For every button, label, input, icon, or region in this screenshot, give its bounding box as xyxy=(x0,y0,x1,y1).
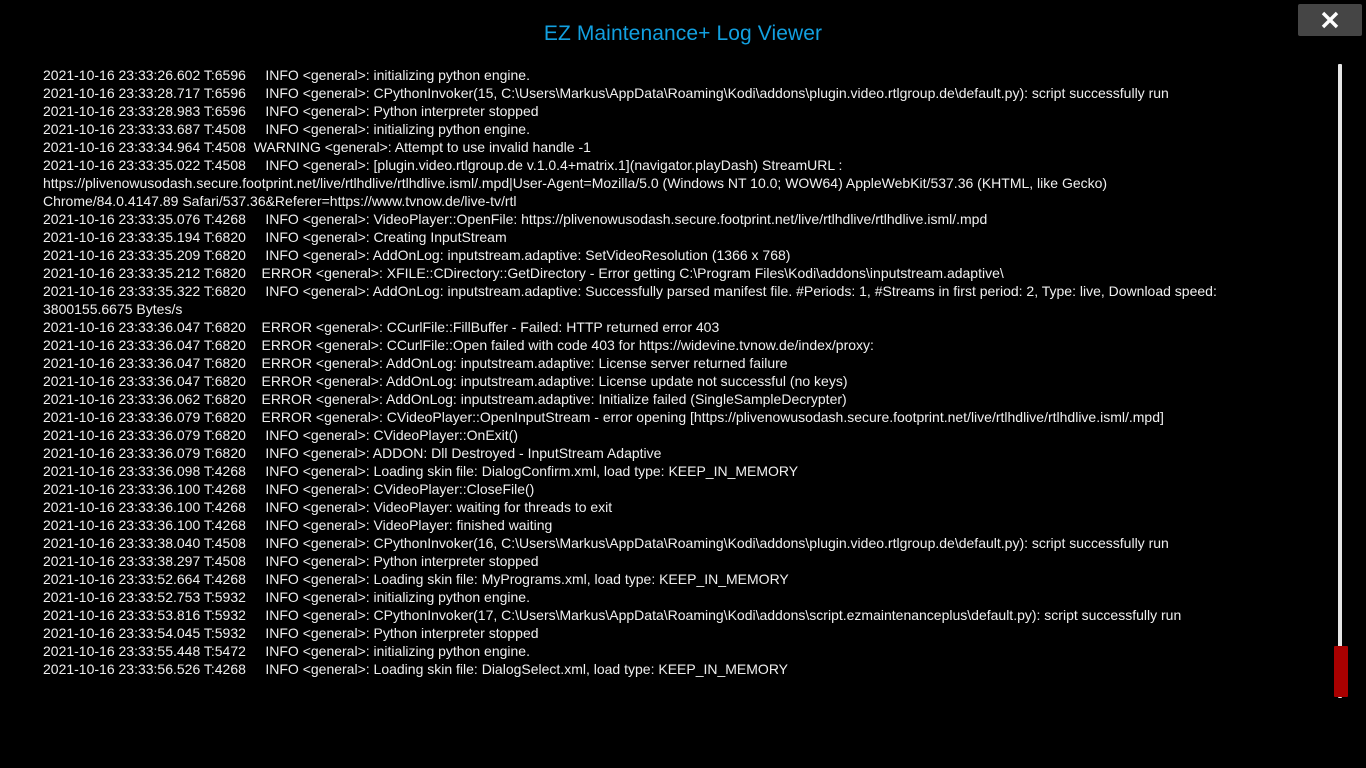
log-line: 2021-10-16 23:33:53.816 T:5932 INFO <general>: CPythonInvoker(17, C:\Users\Markus\AppData\Roaming\Kodi\addons\script.ezmaintenanceplus\default.py): script successfully run xyxy=(43,607,1182,623)
scrollbar-track[interactable] xyxy=(1338,64,1342,698)
log-line: 2021-10-16 23:33:36.047 T:6820 ERROR <general>: CCurlFile::FillBuffer - Failed: HTTP returned error 403 xyxy=(43,319,720,335)
log-line: 2021-10-16 23:33:35.022 T:4508 INFO <general>: [plugin.video.rtlgroup.de v.1.0.4+matrix.1](navigator.playDash) StreamURL : https://plivenowusodash.secure.footprint.net/live/rtlhdlive/rtlhdlive.isml/.mpd|User-Agent=Mozilla/5.0 (Windows NT 10.0; WOW64) AppleWebKit/537.36 (KHTML, like Gecko) Chrome/84.0.4147.89 Safari/537.36&Referer=https://www.tvnow.de/live-tv/rtl xyxy=(43,157,1108,209)
log-line: 2021-10-16 23:33:28.983 T:6596 INFO <general>: Python interpreter stopped xyxy=(43,103,539,119)
log-line: 2021-10-16 23:33:33.687 T:4508 INFO <general>: initializing python engine. xyxy=(43,121,530,137)
log-line: 2021-10-16 23:33:36.098 T:4268 INFO <general>: Loading skin file: DialogConfirm.xml, load type: KEEP_IN_MEMORY xyxy=(43,463,799,479)
log-line: 2021-10-16 23:33:36.079 T:6820 ERROR <general>: CVideoPlayer::OpenInputStream - error opening [https://plivenowusodash.secure.footprint.net/live/rtlhdlive/rtlhdlive.isml/.mpd] xyxy=(43,409,1164,425)
log-line: 2021-10-16 23:33:52.664 T:4268 INFO <general>: Loading skin file: MyPrograms.xml, load type: KEEP_IN_MEMORY xyxy=(43,571,789,587)
dialog-title: EZ Maintenance+ Log Viewer xyxy=(543,22,823,45)
log-line: 2021-10-16 23:33:38.297 T:4508 INFO <general>: Python interpreter stopped xyxy=(43,553,539,569)
log-line: 2021-10-16 23:33:54.045 T:5932 INFO <general>: Python interpreter stopped xyxy=(43,625,539,641)
log-line: 2021-10-16 23:33:35.209 T:6820 INFO <general>: AddOnLog: inputstream.adaptive: SetVideoResolution (1366 x 768) xyxy=(43,247,791,263)
log-line: 2021-10-16 23:33:28.717 T:6596 INFO <general>: CPythonInvoker(15, C:\Users\Markus\AppData\Roaming\Kodi\addons\plugin.video.rtlgroup.de\default.py): script successfully run xyxy=(43,85,1169,101)
log-line: 2021-10-16 23:33:35.076 T:4268 INFO <general>: VideoPlayer::OpenFile: https://plivenowusodash.secure.footprint.net/live/rtlhdlive/rtlhdlive.isml/.mpd xyxy=(43,211,988,227)
log-line: 2021-10-16 23:33:36.047 T:6820 ERROR <general>: AddOnLog: inputstream.adaptive: License update not successful (no keys) xyxy=(43,373,848,389)
close-button[interactable] xyxy=(1298,4,1362,36)
log-text-area[interactable] xyxy=(43,66,1313,698)
log-line: 2021-10-16 23:33:35.194 T:6820 INFO <general>: Creating InputStream xyxy=(43,229,507,245)
log-line: 2021-10-16 23:33:55.448 T:5472 INFO <general>: initializing python engine. xyxy=(43,643,530,659)
log-line: 2021-10-16 23:33:26.602 T:6596 INFO <general>: initializing python engine. xyxy=(43,67,530,83)
close-icon xyxy=(1320,10,1340,30)
log-line: 2021-10-16 23:33:35.212 T:6820 ERROR <general>: XFILE::CDirectory::GetDirectory - Error getting C:\Program Files\Kodi\addons\inputstream.adaptive\ xyxy=(43,265,1004,281)
log-line: 2021-10-16 23:33:36.047 T:6820 ERROR <general>: AddOnLog: inputstream.adaptive: License server returned failure xyxy=(43,355,788,371)
log-line: 2021-10-16 23:33:52.753 T:5932 INFO <general>: initializing python engine. xyxy=(43,589,530,605)
log-line: 2021-10-16 23:33:36.100 T:4268 INFO <general>: CVideoPlayer::CloseFile() xyxy=(43,481,535,497)
log-line: 2021-10-16 23:33:36.079 T:6820 INFO <general>: CVideoPlayer::OnExit() xyxy=(43,427,518,443)
log-line: 2021-10-16 23:33:35.322 T:6820 INFO <general>: AddOnLog: inputstream.adaptive: Successfully parsed manifest file. #Periods: 1, #Streams in first period: 2, Type: live, Download speed: 3800155.6675 Bytes/s xyxy=(43,283,1217,317)
scrollbar-thumb[interactable] xyxy=(1334,646,1348,697)
log-line: 2021-10-16 23:33:36.100 T:4268 INFO <general>: VideoPlayer: finished waiting xyxy=(43,517,553,533)
log-line: 2021-10-16 23:33:36.100 T:4268 INFO <general>: VideoPlayer: waiting for threads to exit xyxy=(43,499,613,515)
log-line: 2021-10-16 23:33:56.526 T:4268 INFO <general>: Loading skin file: DialogSelect.xml, load type: KEEP_IN_MEMORY xyxy=(43,661,789,677)
log-line: 2021-10-16 23:33:36.079 T:6820 INFO <general>: ADDON: Dll Destroyed - InputStream Adaptive xyxy=(43,445,662,461)
log-line: 2021-10-16 23:33:36.062 T:6820 ERROR <general>: AddOnLog: inputstream.adaptive: Initialize failed (SingleSampleDecrypter) xyxy=(43,391,847,407)
log-line: 2021-10-16 23:33:36.047 T:6820 ERROR <general>: CCurlFile::Open failed with code 403 for https://widevine.tvnow.de/index/proxy: xyxy=(43,337,874,353)
log-line: 2021-10-16 23:33:38.040 T:4508 INFO <general>: CPythonInvoker(16, C:\Users\Markus\AppData\Roaming\Kodi\addons\plugin.video.rtlgroup.de\default.py): script successfully run xyxy=(43,535,1169,551)
log-line: 2021-10-16 23:33:34.964 T:4508 WARNING <general>: Attempt to use invalid handle -1 xyxy=(43,139,591,155)
